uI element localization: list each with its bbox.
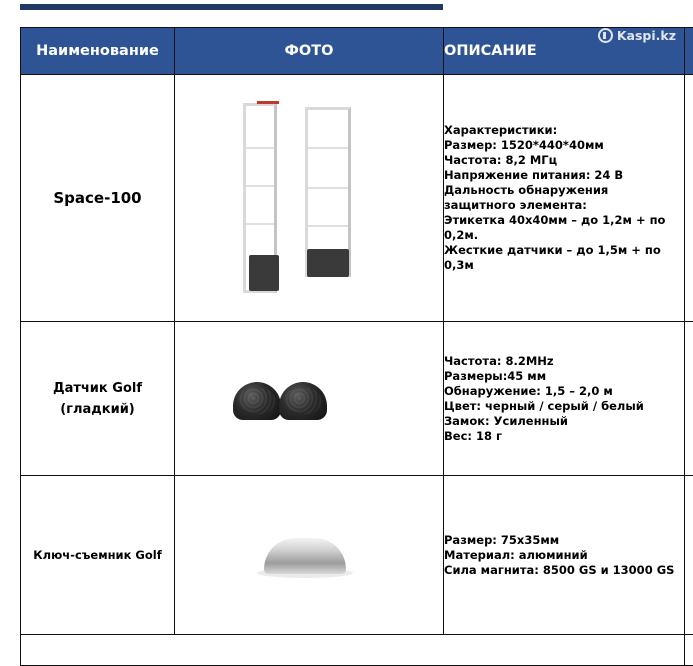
spec-line: Сила магнита: 8500 GS и 13000 GS bbox=[444, 563, 684, 578]
column-header-photo: ФОТО bbox=[175, 28, 444, 75]
product-name: Ключ-съемник Golf bbox=[21, 476, 175, 635]
column-header-description bbox=[444, 28, 685, 75]
golf-tag-image bbox=[233, 378, 343, 428]
spec-line: Характеристики: bbox=[444, 123, 684, 138]
spec-line: Жесткие датчики – до 1,5м + по bbox=[444, 243, 684, 258]
empty-row-cell bbox=[21, 635, 685, 666]
antitheft-gate-image bbox=[233, 97, 363, 307]
spec-line: 0,3м bbox=[444, 258, 684, 273]
spec-line: Частота: 8.2MHz bbox=[444, 354, 684, 369]
product-name-line: Датчик Golf bbox=[21, 378, 174, 399]
spec-line: Дальность обнаружения bbox=[444, 183, 684, 198]
product-description bbox=[444, 322, 685, 476]
product-photo-cell bbox=[175, 322, 444, 476]
product-name bbox=[21, 322, 175, 476]
product-photo-cell bbox=[175, 476, 444, 635]
header-rule bbox=[20, 4, 443, 10]
spec-line: Обнаружение: 1,5 – 2,0 м bbox=[444, 384, 684, 399]
spec-line: Этикетка 40х40мм – до 1,2м + по bbox=[444, 213, 684, 228]
column-header-extra bbox=[685, 28, 693, 75]
detacher-image bbox=[255, 532, 355, 582]
product-name-line: (гладкий) bbox=[21, 399, 174, 420]
spec-line: Цвет: черный / серый / белый bbox=[444, 399, 684, 414]
spec-line: Напряжение питания: 24 В bbox=[444, 168, 684, 183]
spec-line: Частота: 8,2 МГц bbox=[444, 153, 684, 168]
product-description bbox=[444, 476, 685, 635]
watermark-text: Kaspi.kz bbox=[617, 28, 676, 43]
extra-cell bbox=[685, 476, 693, 635]
watermark bbox=[598, 28, 676, 43]
product-description bbox=[444, 75, 685, 322]
spec-line: Размер: 75х35мм bbox=[444, 533, 684, 548]
spec-line: Материал: алюминий bbox=[444, 548, 684, 563]
table-row bbox=[21, 635, 693, 666]
extra-cell bbox=[685, 635, 693, 666]
column-header-description-label: ОПИСАНИЕ bbox=[444, 43, 537, 59]
kaspi-logo-icon bbox=[598, 28, 613, 43]
extra-cell bbox=[685, 75, 693, 322]
column-header-name: Наименование bbox=[21, 28, 175, 75]
spec-line: 0,2м. bbox=[444, 228, 684, 243]
table-header-row bbox=[21, 28, 693, 75]
spec-line: защитного элемента: bbox=[444, 198, 684, 213]
product-name: Space-100 bbox=[21, 75, 175, 322]
spec-line: Вес: 18 г bbox=[444, 429, 684, 444]
table-row bbox=[21, 322, 693, 476]
spec-line: Размеры:45 мм bbox=[444, 369, 684, 384]
spec-line: Размер: 1520*440*40мм bbox=[444, 138, 684, 153]
product-photo-cell bbox=[175, 75, 444, 322]
product-spec-table bbox=[20, 27, 693, 666]
table-row bbox=[21, 75, 693, 322]
extra-cell bbox=[685, 322, 693, 476]
table-row bbox=[21, 476, 693, 635]
spec-line: Замок: Усиленный bbox=[444, 414, 684, 429]
